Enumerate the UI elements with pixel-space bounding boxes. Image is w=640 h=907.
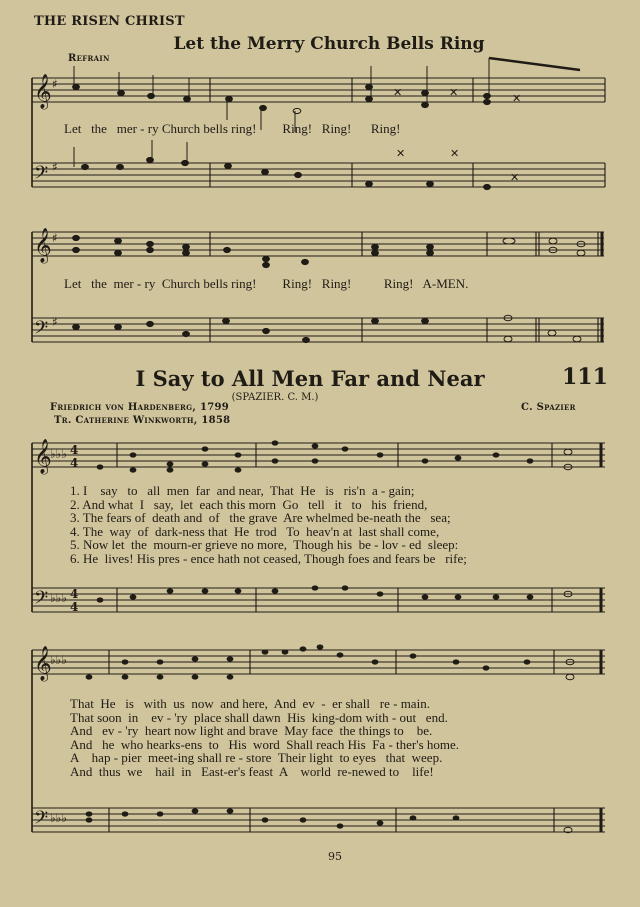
svg-text:♭♭♭: ♭♭♭ [50, 591, 67, 605]
tune-meter: (SPAZIER. C. M.) [231, 392, 319, 403]
svg-text:𝄢: 𝄢 [34, 163, 49, 188]
verse-6-line-1: 6. He lives! His pres - ence hath not ceased, Though foes and fears be rife; [70, 550, 467, 566]
svg-text:♯: ♯ [52, 231, 58, 245]
svg-text:4: 4 [70, 587, 79, 601]
verse-3-line-1: 3. The fears of death and of the grave Are whelmed be-neath the sea; [70, 510, 451, 525]
hymn-111-title: I Say to All Men Far and Near [135, 366, 485, 391]
svg-text:4: 4 [70, 443, 79, 457]
svg-text:♭♭♭: ♭♭♭ [50, 653, 67, 667]
svg-text:♯: ♯ [52, 77, 58, 91]
composer-credit: C. Spazier [521, 402, 576, 413]
svg-text:𝄢: 𝄢 [34, 808, 49, 833]
section-header: THE RISEN CHRIST [34, 14, 185, 29]
system-1-lyrics: Let the mer - ry Church bells ring! Ring! Ring! Ring! [64, 121, 401, 136]
system-2-lyrics: Let the mer - ry Church bells ring! Ring! Ring! Ring! A-MEN. [64, 276, 469, 291]
hymn-number: 111 [562, 364, 608, 390]
verse-6-line-2: And thus we hail in East-er's feast A world re-newed to life! [70, 763, 434, 779]
svg-text:𝄞: 𝄞 [34, 228, 52, 263]
author-credit: Friedrich von Hardenberg, 1799 [50, 402, 229, 413]
svg-text:𝄞: 𝄞 [34, 439, 52, 474]
hymn-112-title: Let the Merry Church Bells Ring [173, 34, 485, 54]
verse-5-line-1: 5. Now let the mourn-er grieve no more, Though his be - lov - ed sleep: [70, 537, 459, 552]
verse-2-line-1: 2. And what I say, let each this morn Go tell it to his friend, [70, 496, 428, 512]
translator-credit: Tr. Catherine Winkworth, 1858 [54, 415, 231, 426]
svg-text:4: 4 [70, 456, 79, 470]
svg-text:𝄞: 𝄞 [34, 646, 52, 681]
verse-1-line-2: That He is with us now and here, And ev - er shall re - main. [70, 696, 430, 711]
verse-3-line-2: And ev - 'ry heart now light and brave May face the things to be. [70, 723, 433, 738]
svg-text:4: 4 [70, 600, 79, 614]
svg-text:♭♭♭: ♭♭♭ [50, 447, 67, 461]
svg-text:♭♭♭: ♭♭♭ [50, 811, 67, 825]
svg-text:✕: ✕ [512, 92, 522, 105]
verses-part-2 [70, 697, 459, 778]
verse-2-line-2: That soon in ev - 'ry place shall dawn His king-dom with - out end. [70, 709, 448, 725]
svg-text:✕: ✕ [396, 147, 406, 160]
music-system-1 [0, 0, 640, 200]
svg-text:✕: ✕ [450, 147, 460, 160]
refrain-marker: Refrain [68, 53, 110, 64]
svg-text:✕: ✕ [449, 86, 459, 99]
verse-1-line-1: 1. I say to all men far and near, That He is ris'n a - gain; [70, 483, 415, 498]
svg-text:✕: ✕ [510, 171, 520, 184]
svg-text:𝄢: 𝄢 [34, 588, 49, 613]
verse-4-line-1: 4. The way of dark-ness that He trod To heav'n at last shall come, [70, 523, 440, 539]
page-number: 95 [328, 850, 342, 863]
svg-text:✕: ✕ [393, 86, 403, 99]
svg-text:𝄞: 𝄞 [34, 74, 52, 109]
verse-4-line-2: And he who hearks-ens to His word Shall reach His Fa - ther's home. [70, 736, 460, 752]
svg-text:♯: ♯ [52, 315, 58, 329]
verse-5-line-2: A hap - pier meet-ing shall re - store Their light to eyes that weep. [70, 750, 443, 765]
verses-part-1 [70, 484, 467, 565]
music-system-2 [0, 190, 640, 360]
svg-text:𝄢: 𝄢 [34, 318, 49, 343]
svg-text:♯: ♯ [52, 160, 58, 174]
